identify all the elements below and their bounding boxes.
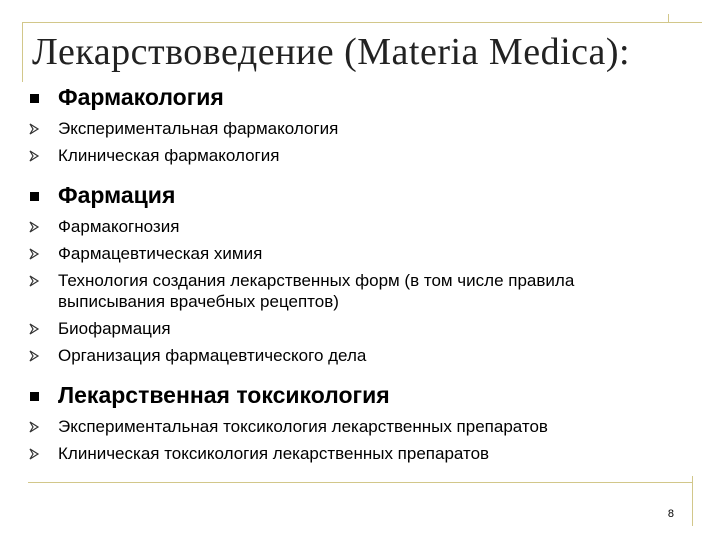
section-heading: Фармакология	[28, 82, 688, 112]
arrow-bullet-icon	[28, 350, 40, 362]
list-item: Организация фармацевтического дела	[28, 345, 688, 366]
list-item: Технология создания лекарственных форм (в том числе правила	[28, 270, 688, 291]
arrow-bullet-icon	[28, 323, 40, 335]
list-item: Фармацевтическая химия	[28, 243, 688, 264]
arrow-bullet-icon	[28, 421, 40, 433]
slide-number: 8	[667, 508, 674, 520]
section-heading: Лекарственная токсикология	[28, 380, 688, 410]
arrow-bullet-icon	[28, 248, 40, 260]
frame-bottom-line	[28, 482, 692, 483]
slide-title: Лекарствоведение (Materia Medica):	[32, 31, 631, 73]
list-item: Биофармация	[28, 318, 688, 339]
arrow-bullet-icon	[28, 275, 40, 287]
list-item: Клиническая фармакология	[28, 145, 688, 166]
frame-top-line	[22, 22, 702, 23]
square-bullet-icon	[30, 192, 39, 201]
frame-left-line	[22, 22, 23, 82]
square-bullet-icon	[30, 392, 39, 401]
list-item: Экспериментальная фармакология	[28, 118, 688, 139]
arrow-bullet-icon	[28, 150, 40, 162]
arrow-bullet-icon	[28, 123, 40, 135]
frame-right-bottom-line	[692, 476, 693, 526]
content-list	[28, 82, 688, 464]
list-item: Фармакогнозия	[28, 216, 688, 237]
section-heading: Фармация	[28, 180, 688, 210]
frame-right-line	[668, 14, 669, 22]
list-item: Экспериментальная токсикология лекарственных препаратов	[28, 416, 688, 437]
arrow-bullet-icon	[28, 221, 40, 233]
square-bullet-icon	[30, 94, 39, 103]
list-item: Клиническая токсикология лекарственных препаратов	[28, 443, 688, 464]
arrow-bullet-icon	[28, 448, 40, 460]
list-item-continuation: выписывания врачебных рецептов)	[58, 292, 339, 311]
